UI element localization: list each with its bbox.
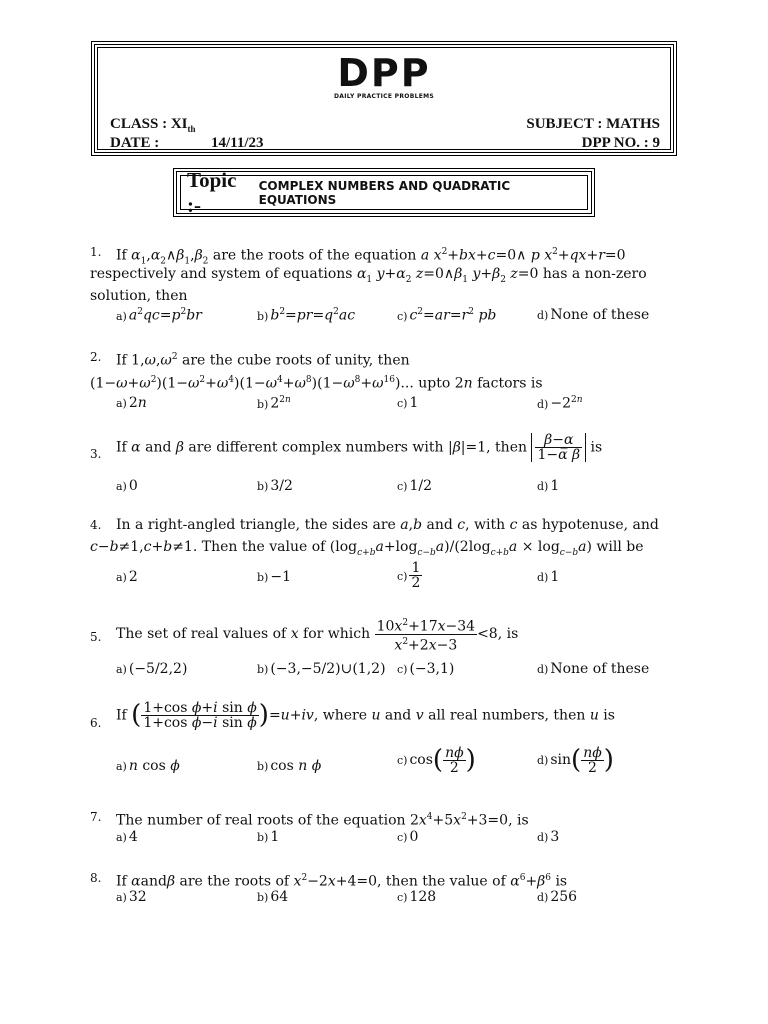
q7-option-d[interactable]: d) 3 (537, 829, 560, 845)
question-1-line-1: If $\alpha_1,\alpha_2\wedge\beta_1,\beta_2$ are the roots of the equation a $x^2+bx+c=0\wedge$ p $x^2+qx+r=0$ (116, 247, 626, 267)
q5-option-d[interactable]: d) None of these (537, 661, 650, 677)
q4-option-b[interactable]: b) −1 (257, 569, 291, 585)
question-number: 2. (90, 350, 102, 364)
question-number: 7. (90, 810, 102, 824)
header-box (91, 41, 677, 156)
subject-label: SUBJECT : MATHS (526, 116, 660, 132)
question-3-line-1: If α and β are different complex numbers with |β|=1, then $\frac{\beta-\alpha}{1-\alpha̅ \beta}$ is (116, 432, 603, 463)
q8-option-b[interactable]: b) 64 (257, 889, 289, 905)
q5-option-c[interactable]: c) (−3,1) (397, 661, 455, 677)
topic-inner (180, 167, 588, 217)
q5-option-b[interactable]: b) (−3,−5/2)∪(1,2) (257, 661, 386, 677)
q4-option-a[interactable]: a) 2 (116, 569, 138, 585)
q3-option-c[interactable]: c) 1/2 (397, 478, 432, 494)
dpp-logo: DPP (337, 51, 431, 95)
date-label: DATE : (110, 135, 160, 151)
q6-option-a[interactable]: a) n cos ϕ (116, 758, 180, 774)
q1-option-d[interactable]: d) None of these (537, 307, 650, 323)
question-1-line-2: respectively and system of equations $\alpha_1$ $y+\alpha_2$ $z=0\wedge\beta_1$ $y+\beta_2$ z=0 has a non-zero (90, 266, 647, 285)
dpp-logo-subtitle: DAILY PRACTICE PROBLEMS (334, 93, 434, 100)
question-1-line-3: solution, then (90, 288, 188, 304)
topic-label: Topic :- (187, 167, 237, 217)
q7-option-b[interactable]: b) 1 (257, 829, 280, 845)
q3-option-a[interactable]: a) 0 (116, 478, 138, 494)
header-inner-border (97, 47, 671, 150)
topic-title: COMPLEX NUMBERS AND QUADRATIC EQUATIONS (258, 178, 511, 207)
q8-option-a[interactable]: a) 32 (116, 889, 147, 905)
q2-option-b[interactable]: b) $2^{2n}$ (257, 395, 291, 412)
date-value: 14/11/23 (211, 135, 264, 151)
question-number: 5. (90, 630, 102, 644)
question-2-line-2: $(1-\omega+\omega^2)(1-\omega^2+\omega^4)(1-\omega^4+\omega^8)(1-\omega^8+\omega^{16})$... upto 2n factors is (90, 375, 543, 392)
q1-option-a[interactable]: a) $a^2qc=p^2br$ (116, 307, 202, 324)
q6-option-b[interactable]: b) cos n ϕ (257, 758, 322, 774)
question-number: 8. (90, 871, 102, 885)
question-4-line-2: c−b≠1,c+b≠1. Then the value of $(\log_{c+b}a+\log_{c-b}a)/(2\log_{c+b}a \times \log_{c-b}a)$ will be (90, 539, 644, 558)
dpp-number: DPP NO. : 9 (581, 135, 660, 151)
q4-option-c[interactable]: c) $\frac{1}{2}$ (397, 560, 421, 591)
question-number: 6. (90, 716, 102, 730)
topic-box (173, 168, 595, 217)
q2-option-d[interactable]: $d) -2^{2n}$ (537, 395, 583, 412)
question-number: 1. (90, 245, 102, 259)
question-7-line-1: The number of real roots of the equation $2x^4+5x^2+3=0$, is (116, 812, 529, 829)
q3-option-b[interactable]: b) 3/2 (257, 478, 293, 494)
q5-option-a[interactable]: a) (−5/2,2) (116, 661, 188, 677)
class-label: CLASS : $XI_{th}$ (110, 116, 196, 134)
question-number: 4. (90, 518, 102, 532)
q6-option-d[interactable]: d) sin( $\frac{n\phi}{2}$ ) (537, 744, 614, 776)
question-8-line-1: If αandβ are the roots of $x^2-2x+4=0$, then the value of $\alpha^6+\beta^6$ is (116, 873, 568, 890)
question-number: 3. (90, 447, 102, 461)
question-5-line-1: The set of real values of x for which $\frac{10x^2+17x-34}{x^2+2x-3}$ <8, is (116, 618, 519, 654)
q2-option-a[interactable]: a) 2n (116, 395, 147, 411)
q1-option-c[interactable]: c) $c^2=ar=r^2$ pb (397, 307, 497, 324)
q2-option-c[interactable]: c) 1 (397, 395, 419, 411)
q7-option-a[interactable]: a) 4 (116, 829, 138, 845)
q1-option-b[interactable]: b) $b^2=pr=q^2ac$ (257, 307, 356, 324)
question-6-line-1: If ( $\frac{\text{1+cos ϕ+i sin ϕ}}{\text{1+cos ϕ−i sin ϕ}}$ )=u+iv, where u and v all real numbers, then u is (116, 700, 615, 731)
q4-option-d[interactable]: d) 1 (537, 569, 560, 585)
q3-option-d[interactable]: d) 1 (537, 478, 560, 494)
q7-option-c[interactable]: c) 0 (397, 829, 419, 845)
q8-option-c[interactable]: c) 128 (397, 889, 437, 905)
q6-option-c[interactable]: c) cos( $\frac{n\phi}{2}$ ) (397, 744, 476, 776)
question-2-line-1: If $1,\omega,\omega^2$ are the cube roots of unity, then (116, 352, 410, 369)
question-4-line-1: In a right-angled triangle, the sides are a,b and c, with c as hypotenuse, and (116, 517, 659, 533)
q8-option-d[interactable]: d) 256 (537, 889, 578, 905)
